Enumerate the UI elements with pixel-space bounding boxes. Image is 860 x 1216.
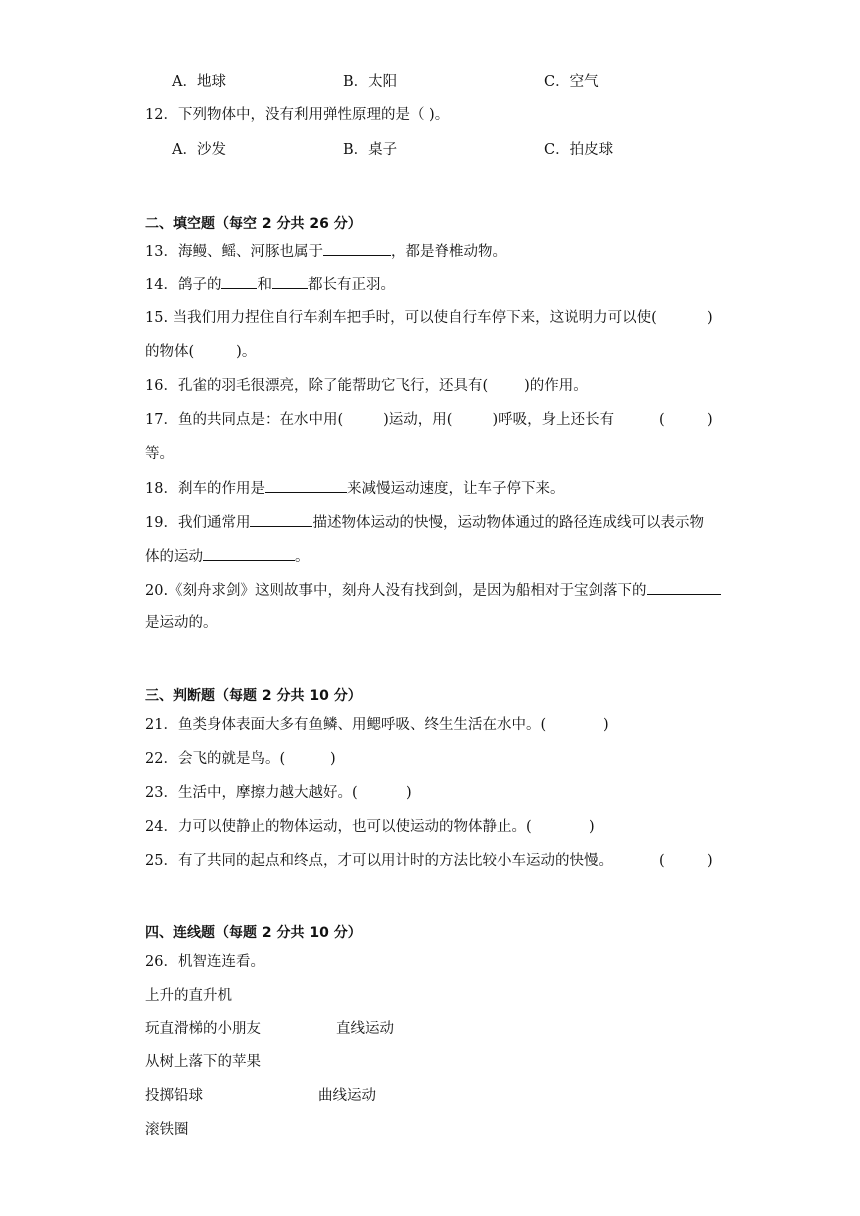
q18-blank[interactable] (265, 478, 347, 493)
q13-question (145, 241, 507, 262)
q12-option-a: A．沙发 (172, 142, 226, 158)
q18-text-post: 来减慢运动速度，让车子停下来。 (346, 481, 565, 497)
q21-close-paren: ) (603, 717, 609, 733)
q17-text-3: )呼吸，身上还长有 (492, 412, 615, 428)
q25-question: 25．有了共同的起点和终点，才可以用计时的方法比较小车运动的快慢。 (145, 853, 613, 869)
q20-line-1 (145, 580, 721, 601)
q15-line-2-pre: 的物体( (145, 344, 195, 360)
q24-question: 24．力可以使静止的物体运动，也可以使运动的物体静止。( (145, 819, 532, 835)
q19-blank-2[interactable] (203, 546, 295, 561)
section-4-title: 四、连线题（每题 2 分共 10 分） (145, 925, 362, 941)
q14-text-post: 都长有正羽。 (307, 277, 395, 293)
q24-close-paren: ) (589, 819, 595, 835)
q25-close-paren: ) (707, 853, 713, 869)
q14-text-mid: 和 (257, 277, 272, 293)
q15-line-1-end: ) (707, 310, 713, 326)
q14-blank-1[interactable] (221, 274, 257, 289)
q14-question (145, 274, 395, 295)
q20-text-pre: 20.《刻舟求剑》这则故事中，刻舟人没有找到剑，是因为船相对于宝剑落下的 (145, 583, 647, 599)
match-item-5[interactable]: 滚铁圈 (145, 1122, 189, 1138)
q11-option-c: C．空气 (544, 74, 599, 90)
match-item-3[interactable]: 从树上落下的苹果 (145, 1054, 261, 1070)
q15-line-2-post: )。 (236, 344, 257, 360)
q22-close-paren: ) (330, 751, 336, 767)
q23-question: 23．生活中，摩擦力越大越好。( (145, 785, 358, 801)
q17-text-2: )运动，用( (383, 412, 453, 428)
match-item-1[interactable]: 上升的直升机 (145, 988, 232, 1004)
q19-line-1 (145, 512, 704, 533)
q21-question: 21．鱼类身体表面大多有鱼鳞、用鳃呼吸、终生生活在水中。( (145, 717, 547, 733)
match-target-straight[interactable]: 直线运动 (336, 1021, 394, 1037)
q18-text-pre: 18．刹车的作用是 (145, 481, 265, 497)
q17-text-5: ) (707, 412, 713, 428)
q14-blank-2[interactable] (272, 274, 308, 289)
section-3-title: 三、判断题（每题 2 分共 10 分） (145, 688, 362, 704)
q14-text-pre: 14．鸽子的 (145, 277, 222, 293)
q25-open-paren: ( (659, 853, 665, 869)
q26-question: 26．机智连连看。 (145, 954, 265, 970)
q13-text-post: ，都是脊椎动物。 (390, 244, 507, 260)
q20-line-2: 是运动的。 (145, 615, 218, 631)
q20-blank[interactable] (647, 580, 721, 595)
section-2-title: 二、填空题（每空 2 分共 26 分） (145, 216, 362, 232)
q17-text-1: 17．鱼的共同点是：在水中用( (145, 412, 344, 428)
q13-text-pre: 13．海鳗、鳐、河豚也属于 (145, 244, 323, 260)
match-item-2[interactable]: 玩直滑梯的小朋友 (145, 1021, 261, 1037)
q19-text-post: 描述物体运动的快慢，运动物体通过的路径连成线可以表示物 (312, 515, 704, 531)
q19-line-2-post: 。 (295, 549, 310, 565)
q17-question (145, 410, 614, 430)
q17-text-4: ( (659, 412, 665, 428)
q16-question (145, 376, 588, 396)
q15-line-1: 15. 当我们用力捏住自行车刹车把手时，可以使自行车停下来，这说明力可以使( (145, 310, 657, 326)
q19-line-2-pre: 体的运动 (145, 549, 203, 565)
q18-question (145, 478, 564, 499)
q17-line-2: 等。 (145, 446, 174, 462)
q19-text-pre: 19．我们通常用 (145, 515, 251, 531)
q12-option-c: C．拍皮球 (544, 142, 614, 158)
q11-option-b: B．太阳 (343, 74, 398, 90)
q19-line-2 (145, 546, 310, 567)
q19-blank-1[interactable] (250, 512, 312, 527)
q16-text-post: )的作用。 (524, 378, 588, 394)
q12-option-b: B．桌子 (343, 142, 398, 158)
q23-close-paren: ) (406, 785, 412, 801)
q22-question: 22．会飞的就是鸟。( (145, 751, 286, 767)
match-target-curved[interactable]: 曲线运动 (318, 1088, 376, 1104)
q13-blank[interactable] (323, 241, 391, 256)
q11-option-a: A．地球 (172, 74, 226, 90)
q15-line-2 (145, 342, 256, 362)
q12-question: 12．下列物体中，没有利用弹性原理的是（ )。 (145, 107, 450, 123)
q16-text-pre: 16．孔雀的羽毛很漂亮，除了能帮助它飞行，还具有( (145, 378, 489, 394)
match-item-4[interactable]: 投掷铅球 (145, 1088, 203, 1104)
